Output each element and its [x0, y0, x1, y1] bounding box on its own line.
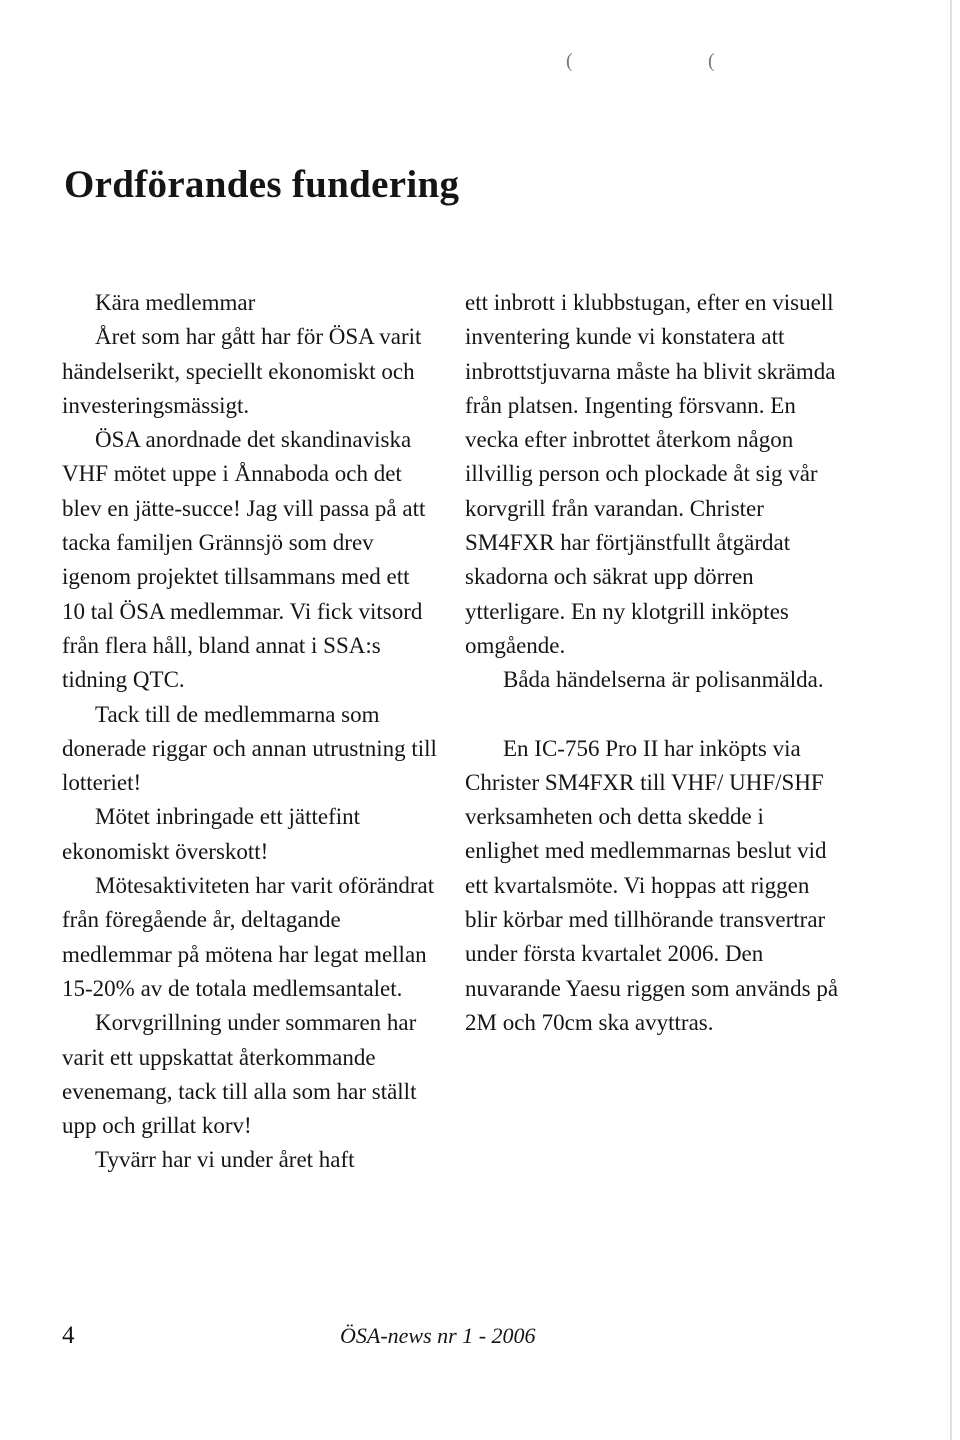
paragraph: Korvgrillning under sommaren har varit ett uppskattat återkommande evenemang, tack till alla som har ställt upp och grillat korv!: [62, 1010, 417, 1139]
paragraph: Året som har gått har för ÖSA varit händelserikt, speciellt ekonomiskt och investeringsmässigt.: [62, 324, 422, 418]
scan-mark-right: (: [708, 50, 715, 72]
page-number: 4: [62, 1322, 75, 1349]
publication-footer: ÖSA-news nr 1 - 2006: [340, 1323, 536, 1348]
paragraph: Tack till de medlemmarna som donerade riggar och annan utrustning till lotteriet!: [62, 701, 437, 796]
paragraph: Tyvärr har vi under året haft: [95, 1147, 355, 1173]
left-column: [62, 286, 437, 1178]
right-column: [465, 286, 840, 1040]
paragraph: ÖSA anordnade det skandinaviska VHF mötet uppe i Ånnaboda och det blev en jätte-succe! Jag vill passa på att tacka familjen Grännsjö som drev igenom projektet tillsammans med ett 10 tal ÖSA medlemmar. Vi fick vitsord från flera håll, bland annat i SSA:s tidning QTC.: [62, 427, 426, 693]
paragraph: Båda händelserna är polisanmälda.: [503, 667, 824, 693]
paragraph: En IC-756 Pro II har inköpts via Christer SM4FXR till VHF/ UHF/SHF verksamheten och detta skedde i enlighet med medlemmarnas beslut vid ett kvartalsmöte. Vi hoppas att riggen blir körbar med tillhörande transvertrar under första kvartalet 2006. Den nuvarande Yaesu riggen som används på 2M och 70cm ska avyttras.: [465, 735, 839, 1035]
article-title: Ordförandes fundering: [64, 163, 460, 207]
paragraph: Mötet inbringade ett jättefint ekonomiskt överskott!: [62, 804, 361, 864]
paragraph-greeting: Kära medlemmar: [95, 290, 256, 315]
page-edge-line: [950, 0, 952, 1440]
paragraph: Mötesaktiviteten har varit oförändrat från föregående år, deltagande medlemmar på mötena har legat mellan 15-20% av de totala medlemsantalet.: [62, 873, 435, 1001]
scan-mark-left: (: [566, 50, 573, 72]
paragraph: ett inbrott i klubbstugan, efter en visuell inventering kunde vi konstatera att inbrottstjuvarna måste ha blivit skrämda från platsen. Ingenting försvann. En vecka efter inbrottet återkom någon illvillig person och plockade åt sig vår korvgrill från varandan. Christer SM4FXR har förtjänstfullt åtgärdat skadorna och säkrat upp dörren ytterligare. En ny klotgrill inköptes omgående.: [465, 290, 836, 658]
